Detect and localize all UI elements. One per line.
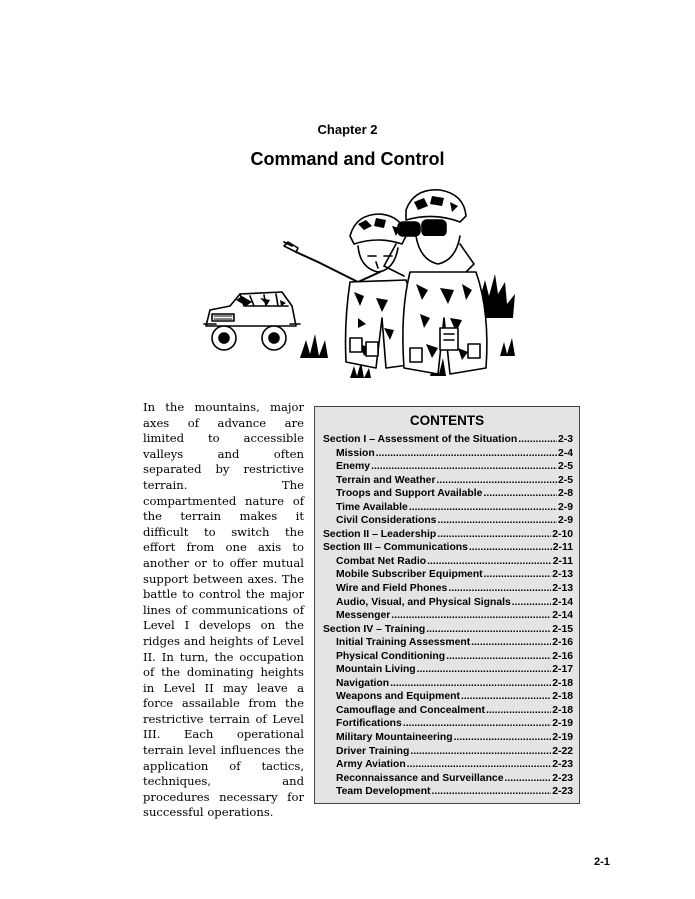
toc-entry-page: 2-19 (552, 732, 573, 744)
toc-leader-dots (403, 718, 551, 729)
toc-entry-page: 2-3 (557, 434, 573, 445)
chapter-title: Command and Control (250, 149, 445, 169)
toc-entry-label: Initial Training Assessment (336, 637, 471, 649)
toc-entry-page: 2-17 (552, 664, 573, 676)
toc-entry-label: Physical Conditioning (336, 650, 446, 662)
toc-entry-label: Time Available (336, 501, 408, 513)
contents-box (314, 406, 580, 804)
toc-section-entry (323, 542, 573, 556)
toc-entry-page: 2-19 (552, 718, 573, 730)
toc-subsection-entry (323, 773, 573, 787)
toc-leader-dots (417, 664, 552, 675)
toc-leader-dots (391, 610, 551, 621)
toc-leader-dots (426, 624, 551, 635)
toc-entry-label: Military Mountaineering (336, 732, 453, 744)
toc-entry-page: 2-23 (552, 786, 573, 798)
toc-subsection-entry (323, 637, 573, 651)
toc-subsection-entry (323, 556, 573, 570)
toc-entry-label: Section I – Assessment of the Situation (323, 434, 518, 445)
toc-entry-label: Mountain Living (336, 664, 416, 676)
toc-entry-label: Reconnaissance and Surveillance (336, 772, 504, 784)
toc-leader-dots (518, 434, 557, 445)
toc-entry-page: 2-9 (557, 515, 573, 527)
toc-entry-label: Audio, Visual, and Physical Signals (336, 596, 511, 608)
toc-leader-dots (437, 529, 551, 540)
toc-subsection-entry (323, 502, 573, 516)
toc-entry-page: 2-23 (552, 772, 573, 784)
toc-entry-label: Terrain and Weather (336, 474, 436, 486)
toc-leader-dots (471, 637, 551, 648)
toc-subsection-entry (323, 732, 573, 746)
toc-entry-page: 2-11 (552, 542, 573, 554)
toc-subsection-entry (323, 678, 573, 692)
toc-leader-dots (504, 773, 551, 784)
toc-leader-dots (483, 488, 557, 499)
toc-subsection-entry (323, 705, 573, 719)
toc-entry-page: 2-18 (552, 691, 573, 703)
toc-entry-label: Navigation (336, 677, 390, 689)
toc-leader-dots (409, 502, 557, 513)
toc-subsection-entry (323, 746, 573, 760)
soldier-pointing-icon (284, 214, 416, 368)
toc-entry-page: 2-14 (552, 610, 573, 622)
toc-leader-dots (437, 475, 557, 486)
toc-subsection-entry (323, 786, 573, 800)
toc-leader-dots (410, 746, 551, 757)
toc-entry-page: 2-22 (552, 745, 573, 757)
toc-entry-label: Troops and Support Available (336, 488, 483, 500)
toc-subsection-entry (323, 461, 573, 475)
toc-subsection-entry (323, 448, 573, 462)
toc-entry-page: 2-16 (552, 650, 573, 662)
page-number: 2-1 (594, 856, 610, 868)
toc-subsection-entry (323, 597, 573, 611)
toc-section-entry (323, 434, 573, 448)
toc-leader-dots (446, 651, 551, 662)
toc-leader-dots (390, 678, 551, 689)
toc-entry-page: 2-18 (552, 677, 573, 689)
toc-leader-dots (407, 759, 552, 770)
toc-section-entry (323, 624, 573, 638)
humvee-icon (204, 292, 300, 350)
toc-subsection-entry (323, 488, 573, 502)
toc-leader-dots (448, 583, 551, 594)
toc-entry-label: Enemy (336, 461, 371, 473)
soldiers-binoculars-illustration-icon (200, 188, 530, 388)
toc-subsection-entry (323, 515, 573, 529)
toc-leader-dots (461, 691, 551, 702)
toc-leader-dots (484, 569, 552, 580)
toc-leader-dots (432, 786, 552, 797)
toc-section-entry (323, 529, 573, 543)
toc-entry-label: Section IV – Training (323, 623, 426, 635)
toc-entry-page: 2-13 (552, 569, 573, 581)
toc-entry-label: Weapons and Equipment (336, 691, 460, 703)
toc-entry-page: 2-15 (552, 623, 573, 635)
toc-entry-page: 2-14 (552, 596, 573, 608)
toc-entry-page: 2-18 (552, 704, 573, 716)
toc-entry-label: Section III – Communications (323, 542, 468, 554)
toc-entry-label: Driver Training (336, 745, 410, 757)
toc-entry-page: 2-11 (552, 555, 573, 567)
toc-subsection-entry (323, 610, 573, 624)
toc-entry-label: Wire and Field Phones (336, 583, 448, 595)
toc-entry-page: 2-8 (557, 488, 573, 500)
toc-leader-dots (376, 448, 557, 459)
toc-leader-dots (486, 705, 551, 716)
toc-entry-page: 2-5 (557, 461, 573, 473)
toc-subsection-entry (323, 664, 573, 678)
toc-entry-label: Civil Considerations (336, 515, 437, 527)
toc-leader-dots (454, 732, 552, 743)
toc-leader-dots (512, 597, 551, 608)
toc-entry-page: 2-5 (557, 474, 573, 486)
toc-subsection-entry (323, 651, 573, 665)
toc-leader-dots (371, 461, 557, 472)
toc-entry-label: Army Aviation (336, 759, 406, 771)
toc-leader-dots (469, 542, 552, 553)
toc-entry-page: 2-13 (552, 583, 573, 595)
toc-entry-label: Fortifications (336, 718, 402, 730)
toc-entry-page: 2-9 (557, 501, 573, 513)
toc-entry-label: Section II – Leadership (323, 528, 437, 540)
toc-entry-page: 2-10 (552, 528, 573, 540)
toc-entry-page: 2-4 (557, 447, 573, 459)
toc-list (323, 434, 573, 800)
toc-subsection-entry (323, 691, 573, 705)
chapter-label: Chapter 2 (317, 122, 378, 137)
toc-subsection-entry (323, 583, 573, 597)
toc-entry-label: Team Development (336, 786, 431, 798)
toc-entry-page: 2-23 (552, 759, 573, 771)
toc-subsection-entry (323, 718, 573, 732)
toc-entry-label: Mission (336, 447, 375, 459)
toc-entry-label: Camouflage and Concealment (336, 704, 485, 716)
contents-heading: CONTENTS (409, 413, 485, 428)
toc-leader-dots (427, 556, 552, 567)
toc-entry-label: Combat Net Radio (336, 555, 427, 567)
toc-entry-label: Mobile Subscriber Equipment (336, 569, 483, 581)
toc-entry-page: 2-16 (552, 637, 573, 649)
toc-entry-label: Messenger (336, 610, 391, 622)
toc-subsection-entry (323, 475, 573, 489)
intro-paragraph: In the mountains, major axes of advance are limited to accessible valleys and often separated by restrictive terrain. The compartmented nature of the terrain makes it difficult to switch the effort from one axis to another or to offer mutual support between axes. The battle to control the major lines of communications of Level I develops on the ridges and heights of Level II. In turn, the occupation of the dominating heights in Level II may leave a force assailable from the restrictive terrain of Level III. Each operational terrain level influences the application of tactics, techniques, and procedures necessary for successful operations. (143, 400, 304, 820)
toc-leader-dots (437, 515, 557, 526)
toc-subsection-entry (323, 569, 573, 583)
toc-subsection-entry (323, 759, 573, 773)
